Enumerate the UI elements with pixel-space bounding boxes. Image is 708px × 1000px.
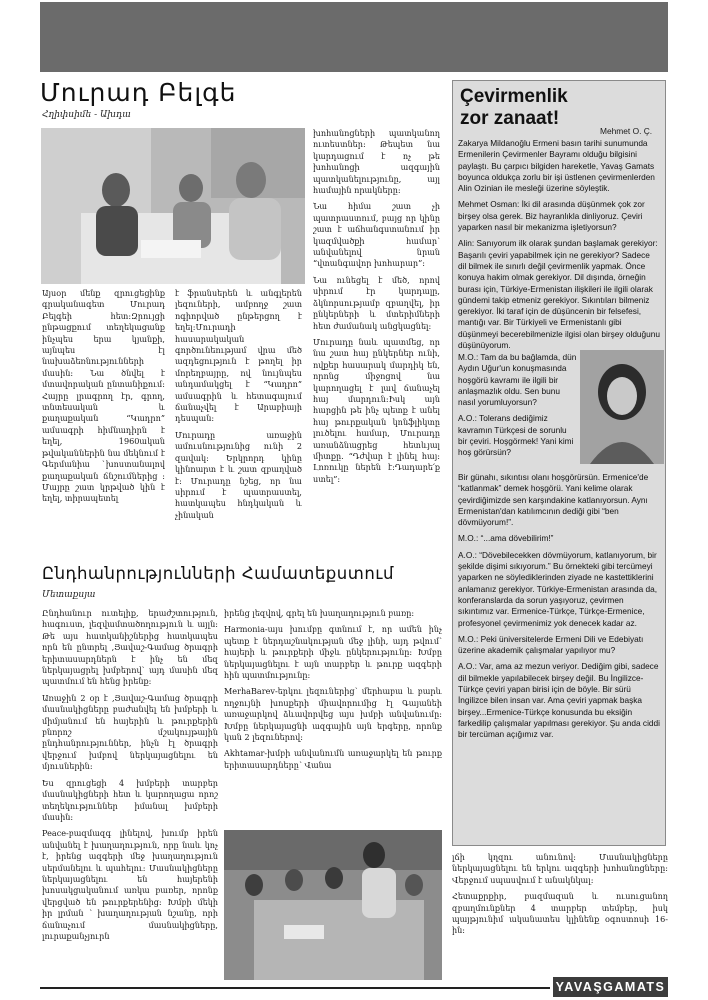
sidebar-paragraph: Bir günahı, sıkıntısı olanı hoşgörürsün. Ermenice'de “katlanmak” demek hoşgörü. Yani kelime olarak çevirdiğimizde sen karşındakine katlanıyorsun. Aynı Ermenistan'dan katılımcının dediği gibi “ben dövmüyorum!”. — [458, 472, 649, 528]
sidebar-text-block-3 — [458, 472, 660, 842]
article2-paragraph: Peace-բազմազգ լինելով, խումբ իրեն անվանել է խաղաղություն, որը նաև կոչ է, իրենց ազգերի մեջ խաղաղություն սերմանելու և պահելու։ Մասնակիցները ներկայացնելու են հայերենի խոսակցականում առկա բառեր, որոնք վերցված են թուրքերենից։ Խմբի մեկի իր լրման ՝ խաղաղության նշանը, որի ճանաչում մասնակիցները, լուրաքանչյուրն — [42, 828, 218, 941]
sidebar-paragraph: A.O.: Var, ama az mezun veriyor. Dediğim gibi, sadece dil bilmekle yapılabilecek birşey değil. Bu İngilizce-Türkçe çeviri yapan birisi için de böyle. Bir sürü İngilizce bilen insan var. Ama çeviri yapmak başka birşey...Ermenice-Türkçe konusunda bu eksiğin farkedilip çalışmalar yapılması gerekiyor. Şu anda ciddi bir tercüman açığımız var. — [458, 661, 660, 740]
article2-paragraph: MerhaBarev-երկու լեզուներից՝ մերհաբա և բարև ողջույնի խոսքերի միավորումից էլ Գայանեի առաջարկով ձևավորվեց այս խմբի անվանումը։ Խմբը ներկայացնի ազգային այն երգերը, որոնք կան 2 լեզուներով։ — [224, 686, 442, 743]
sidebar-paragraph: M.O.: Peki üniversitelerde Ermeni Dili ve Edebiyatı üzerine akademik çalışmalar yapılıyor mu? — [458, 633, 644, 656]
meeting-photo-image — [41, 128, 305, 284]
article1-title: Մուրադ Բելգե — [40, 78, 237, 107]
sidebar-paragraph: A.O.: “Dövebilecekken dövmüyorum, katlanıyorum, bir şekilde dişimi sıkıyorum.” Bu örnekteki gibi tercümeyi yaparken ne söylediklerinden ziyade ne kastettiklerini anlamanız gerekiyor. Türkiye-Ermenistan arasında da, konferanslarda da sorun yaşıyoruz, çevirmen sıkıntımız var. Ermenice-Türkçe, Türkçe-Ermenice, profesyonel çevirmenimiz yok denecek kadar az. — [458, 549, 658, 628]
article2-paragraph: Առաջին 2 օր է ,Յավաշ-Գամաց ծրագրի մասնակիցները բաժանվել են խմբերի և միմյանում են հայերին և թուրքերին բնորոշ մշակույթային ընդհանրություններ, ինչն էլ ծրագրի վերջում խմբով ներկայացնելու են մյուսներին։ — [42, 692, 218, 772]
article1-paragraph: Մուրադը նաև պատմեց, որ նա շատ հայ ընկերներ ունի, ովքեր հասարակ մարդիկ են, որոնց միջոցով նա կարողացել է լավ ճանաչել հայ մարդուն։Իսկ այն հարցին թե ինչ պետք է անել հայ թուրքական կոնֆլիկտը լուծելու համար, Մուրադը առանձնացրեց հետևյալ միտքը. “Դժվար է լինել հայ։ Լոռուկը ներեն է։Դադարե՛ք ստել”։ — [313, 336, 440, 484]
portrait-photo — [580, 350, 664, 464]
article1-column-1 — [42, 288, 165, 553]
sidebar-text-block-1 — [458, 138, 660, 350]
article2-byline: Մետաքսյա — [42, 590, 96, 600]
article1-paragraph: Նա հիմա շատ չի պատրաստում, բայց որ կինը շատ է աճհանգստանում իր կազմվածքի համար՝ անվանելով նրան “վտանգավոր խոհարար”։ — [313, 201, 440, 269]
portrait-photo-image — [580, 350, 664, 464]
sidebar-text-block-2 — [458, 352, 578, 470]
article1-paragraph: խոհանոցների պատկանող ուտեստներ։ Թեպետ նա կարդացում է ոչ թե խոհանոցի ազգային պատկանելությունը, այլ համային որակները։ — [313, 128, 440, 196]
article1-column-3 — [313, 128, 440, 554]
article2-column-2 — [224, 608, 442, 828]
article2-paragraph: Harmonia-այս խումբը գտնում է, որ ամեն ինչ պետք է ներդաշնակության մեջ լինի, այդ թվում՝ հայերի և թուրքերի միջև ընկերությունը։ Խմբը ներկայացնելու է այն տարբեր և թուրք ազգերի հին պատմությունը։ — [224, 624, 442, 681]
article1-paragraph: Այսօր մենք զրուցեցինք գրականագետ Մուրադ Բելգեի հետ։Զրույցի ընթացքում տեղեկացանք ինչպես երա կյանքի, այնպես էլ նախաձեռնությունների մասին։ Նա ծնվել է մտավորական ընտանիքում։ Հայրը լրագրող էր, գրող, տնտեսական և քաղաքական “Կադրո” ամսագրի հիմնադիրն է եղել, 1960ական թվականներին նա մեկնում է Գերմանիա `խոստանալով քաղաքական ճնշումներից ։ Մայրը շատ կրթված կին է եղել, տիրապետել — [42, 288, 165, 504]
workshop-photo — [224, 830, 442, 980]
meeting-photo — [41, 128, 305, 284]
article2-title: Ընդհանրությունների Համատեքստում — [42, 564, 394, 583]
sidebar-paragraph: M.O.: “...ama dövebilirim!” — [458, 533, 554, 544]
article1-byline: Հղիփսիմե - Ախդա — [42, 110, 131, 120]
article1-paragraph: է ֆրանսերեն և անգլերեն լեզուների, ամբողջ շատ ոգիորված ընթերցող է եղել։Մուրադի հասարակական գործունեությամ վրա մեծ ազդեցություն է թողել իր մորեղբայրը, ով նույնպես անդամակցել է “Կադրո” ամսագրին և հետագայում ճանաչվել է Արաբիայի դեսպան։ — [175, 288, 302, 424]
sidebar-author: Mehmet O. Ç. — [600, 126, 653, 136]
article1-column-2 — [175, 288, 302, 553]
article1-paragraph: Մուրադը առաջին ամուսնությունից ունի 2 զավակ։ Երկրորդ կինը կինոարտ է և շատ զբաղված է։ Մուրադը նշեց, որ նա սիրում է պատրաստել, հատկապես հնդկական և չինական — [175, 429, 302, 520]
workshop-photo-image — [224, 830, 442, 980]
sidebar-title: Çevirmenlik zor zanaat! — [460, 86, 568, 129]
article2-column-1 — [42, 608, 218, 980]
footer-rule — [40, 987, 550, 989]
article2-paragraph: Ես զրուցեցի 4 խմբերի տարբեր մասնակիցների հետ և կարողացա որոշ տեղեկություններ իմանալ խմբերի մասին։ — [42, 777, 218, 822]
article2-paragraph: Akhtamar-խմբի անվանումն առաջարկել են թուրք երիտասարդները՝ Վանա — [224, 748, 442, 770]
article2-paragraph: Ընդհանուր ուտելիք, երաժշտություն, հագուստ, լեզվամտածողություն և այլն։ Թե այս հատկանիշներից հատկապես որն են ընտրել ,Յավաշ-Գամաց ծրագրի երիտասարդներն է ինչ են մեզ ներկայացրել խմբերով՝ այդ մասին մեզ պատմում են հենց իրենք։ — [42, 608, 218, 687]
yavas-gamats-logo: YAVAŞGAMATS — [553, 977, 668, 997]
sidebar-paragraph: M.O.: Tam da bu bağlamda, dün Aydın Uğur'un konuşmasında hoşgörü kavramı ile ilgili bir anlaşmazlık oldu. Sen bunu nasıl yorumluyorsun? — [458, 352, 577, 408]
article1-paragraph: Նա ունեցել է մեծ, որով սիրում էր կարդալը, ձկնորսությամբ զբաղվել, իր ընկերների և մտերիմների հետ ժամանակ անցկացնել։ — [313, 274, 440, 331]
article2-paragraph: իրենց լեզվով, գրել են խաղաղություն բառը։ — [224, 608, 415, 618]
top-banner — [40, 2, 668, 72]
article2-paragraph: լճի կղզու անունով։ Մասնակիցները ներկայացնելու են երկու ազգերի խոհանոցները։ Վերջում սպասվում է անակնկալ։ — [452, 852, 668, 885]
article2-column-3 — [452, 852, 668, 972]
sidebar-paragraph: Mehmet Osman: İki dil arasında düşünmek çok zor birşey olsa gerek. Biz hayranlıkla dinliyoruz. Çeviri yaparken nasıl bir mekanizma işletiyorsun? — [458, 199, 645, 233]
sidebar-paragraph: Alin: Sanıyorum ilk olarak şundan başlamak gerekiyor: Başarılı çeviri yapabilmek için ne gerekiyor? Sadece dil bilmek ile sınırlı değil çevirmenlik yapmak. Önce konuya hakim olmak gerekiyor. Dil dışında, örneğin burası için, Türkiye-Ermenistan ilişkileri ile ilgili olarak gündemi takip etmeniz gerekiyor. Sıkıntıları bilmeniz gerekiyor. İki taraf için de düşüncenin bir felsefesi, mantığı var. Bir Türkiyeli ve Ermenistanlı gibi düşünmeyi becerebilmenizle ilgisi olan birşey olduğunu düşünüyorum. — [458, 238, 660, 350]
sidebar-paragraph: A.O.: Tolerans dediğimiz kavramın Türkçesi de sorunlu bir çeviri. Hoşgörmek! Yani kimi hoş görürsün? — [458, 413, 574, 458]
sidebar-paragraph: Zakarya Mildanoğlu Ermeni basın tarihi sunumunda Ermenilerin Çevirmenler Bayramı olduğu bilgisini paylaştı. Bu çarpıcı bilgiden hareketle, Yavaş Gamats boyunca oldukça zorlu bir işi üstlenen çevirmenlerden Alin Ozinian ile mesleği üzerine söyleştik. — [458, 138, 655, 194]
article2-paragraph: Հետաքրքիր, բազմազան և ուսուցանող զբաղմունքներ 4 տարբեր տեմբեր, իսկ պայթյունիմ ականատես կլինենք օգոստոսի 16-ին։ — [452, 891, 668, 936]
